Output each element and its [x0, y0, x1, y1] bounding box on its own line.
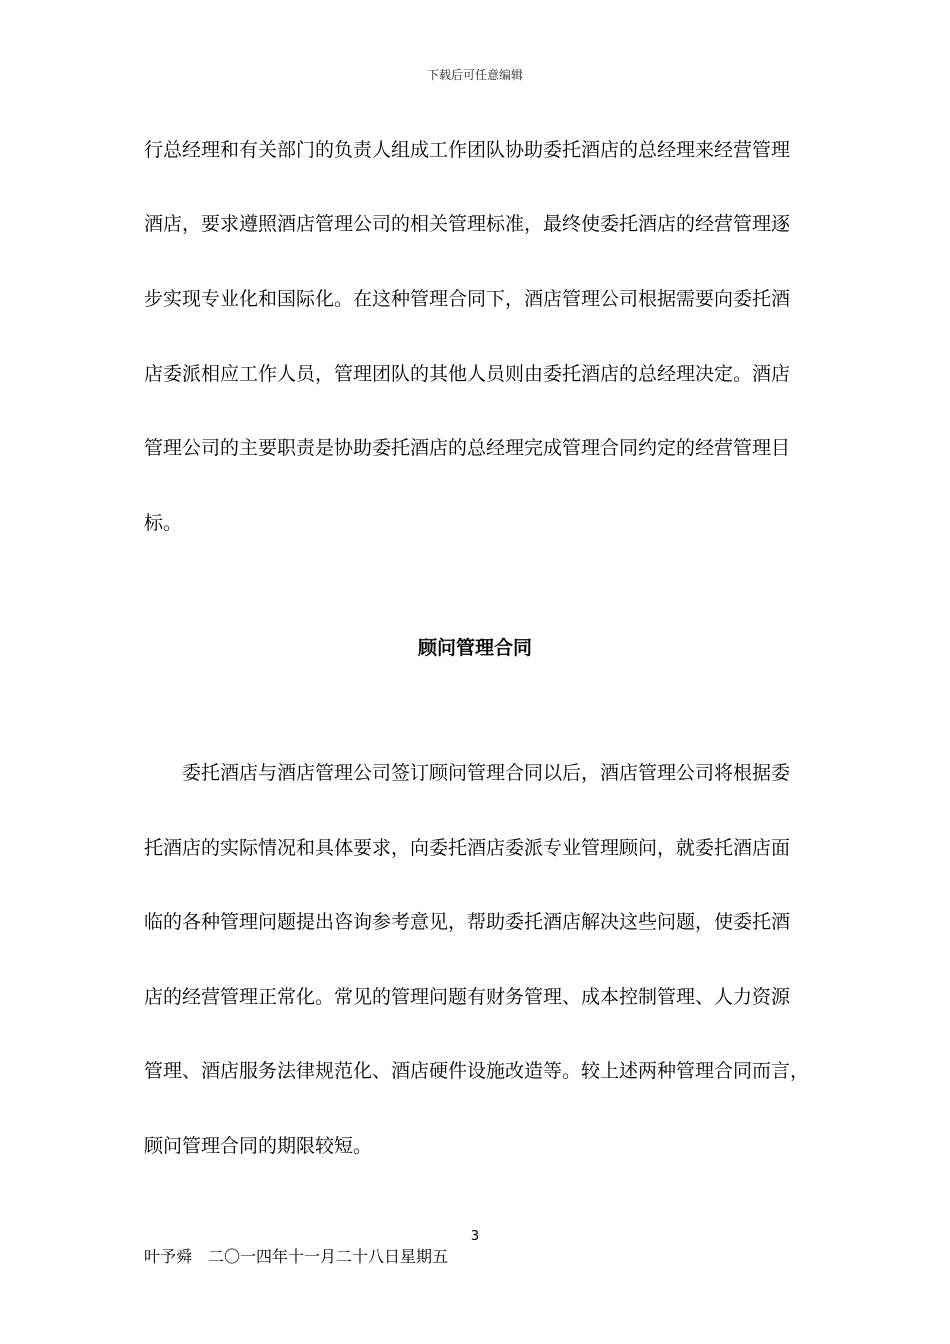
- page-number: 3: [470, 1229, 480, 1244]
- paragraph-line: 店委派相应工作人员，管理团队的其他人员则由委托酒店的总经理决定。酒店: [144, 363, 791, 385]
- footer-signature-date: 叶予舜 二〇一四年十一月二十八日星期五: [144, 1247, 449, 1266]
- paragraph-line: 管理公司的主要职责是协助委托酒店的总经理完成管理合同约定的经营管理目: [144, 437, 791, 459]
- section-title: 顾问管理合同: [417, 637, 532, 659]
- paragraph-line: 酒店，要求遵照酒店管理公司的相关管理标准，最终使委托酒店的经营管理逐: [144, 213, 791, 235]
- paragraph-line: 管理、酒店服务法律规范化、酒店硬件设施改造等。较上述两种管理合同而言，: [144, 1060, 810, 1082]
- paragraph-line: 临的各种管理问题提出咨询参考意见，帮助委托酒店解决这些问题，使委托酒: [144, 911, 791, 933]
- paragraph-line: 店的经营管理正常化。常见的管理问题有财务管理、成本控制管理、人力资源: [144, 986, 791, 1008]
- paragraph-line: 托酒店的实际情况和具体要求，向委托酒店委派专业管理顾问，就委托酒店面: [144, 837, 791, 859]
- paragraph-line: 委托酒店与酒店管理公司签订顾问管理合同以后，酒店管理公司将根据委: [182, 762, 791, 784]
- paragraph-line: 顾问管理合同的期限较短。: [144, 1135, 373, 1157]
- paragraph-line: 标。: [144, 512, 183, 534]
- download-note: 下载后可任意编辑: [426, 68, 523, 82]
- paragraph-line: 行总经理和有关部门的负责人组成工作团队协助委托酒店的总经理来经营管理: [144, 139, 791, 161]
- paragraph-line: 步实现专业化和国际化。在这种管理合同下，酒店管理公司根据需要向委托酒: [144, 288, 791, 310]
